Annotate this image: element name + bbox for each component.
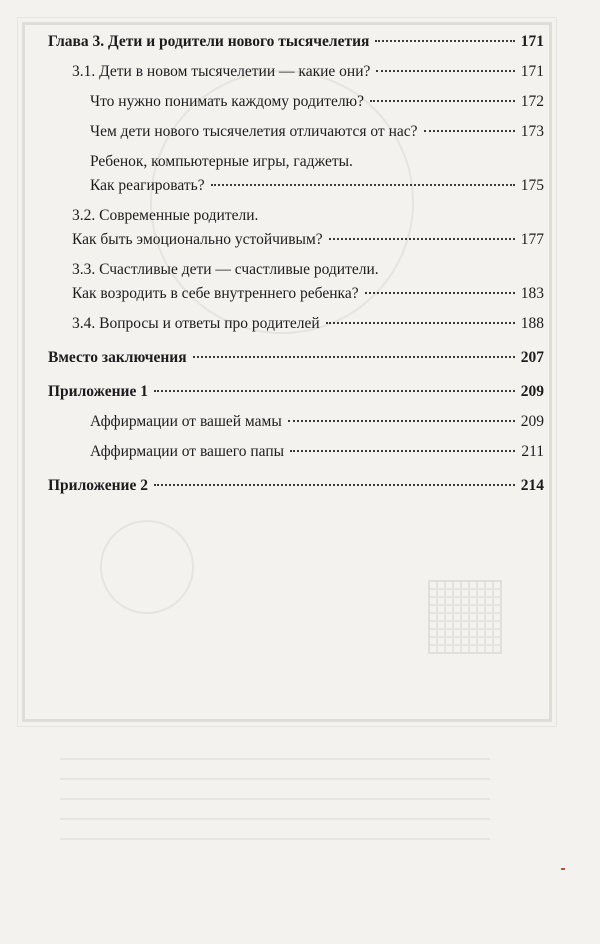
dot-leader <box>424 130 515 132</box>
toc-page-number: 171 <box>520 33 544 50</box>
toc-entry-title: Глава 3. Дети и родители нового тысячелетия <box>48 33 370 50</box>
toc-entry-appendix-2[interactable] <box>48 474 544 498</box>
toc-entry-3-1-c[interactable] <box>48 150 544 198</box>
toc-page-number: 209 <box>520 383 544 400</box>
toc-entry-title: Как возродить в себе внутреннего ребенка? <box>72 285 359 302</box>
toc-entry-conclusion[interactable] <box>48 346 544 370</box>
toc-page-number: 171 <box>520 63 544 80</box>
bleed-through-text-lines <box>60 740 490 850</box>
toc-page-number: 207 <box>520 349 544 366</box>
toc-page-number: 211 <box>521 443 544 460</box>
dot-leader <box>211 184 515 186</box>
toc-entry-title: Как быть эмоционально устойчивым? <box>72 231 323 248</box>
dot-leader <box>375 40 514 42</box>
toc-entry-title: Чем дети нового тысячелетия отличаются от нас? <box>90 123 418 140</box>
toc-page-number: 209 <box>520 413 544 430</box>
dot-leader <box>370 100 515 102</box>
dot-leader <box>326 322 515 324</box>
toc-entry-3-1-b[interactable] <box>48 120 544 144</box>
toc-entry-3-2[interactable] <box>48 204 544 252</box>
dot-leader <box>288 420 515 422</box>
dot-leader <box>193 356 515 358</box>
toc-entry-3-1-a[interactable] <box>48 90 544 114</box>
toc-entry-title-line-1: 3.3. Счастливые дети — счастливые родители. <box>72 261 379 278</box>
toc-entry-title: 3.1. Дети в новом тысячелетии — какие они? <box>72 63 371 80</box>
toc-entry-chapter-3[interactable] <box>48 30 544 54</box>
toc-page-number: 175 <box>520 177 544 194</box>
toc-entry-title: Вместо заключения <box>48 349 187 366</box>
dot-leader <box>290 450 515 452</box>
dot-leader <box>154 484 515 486</box>
toc-entry-title: Как реагировать? <box>90 177 205 194</box>
dot-leader <box>376 70 514 72</box>
toc-entry-title-line-1: 3.2. Современные родители. <box>72 207 259 224</box>
toc-entry-3-1[interactable] <box>48 60 544 84</box>
toc-entry-title: 3.4. Вопросы и ответы про родителей <box>72 315 320 332</box>
toc-entry-title: Аффирмации от вашей мамы <box>90 413 282 430</box>
bleed-through-qr-code <box>428 580 502 654</box>
toc-entry-title: Аффирмации от вашего папы <box>90 443 285 460</box>
toc-entry-appendix-1-mother[interactable] <box>48 410 544 434</box>
toc-entry-title-line-1: Ребенок, компьютерные игры, гаджеты. <box>90 153 353 170</box>
toc-page-number: 177 <box>520 231 544 248</box>
toc-entry-title: Приложение 2 <box>48 477 148 494</box>
toc-page-number: 172 <box>520 93 544 110</box>
dot-leader <box>154 390 515 392</box>
toc-page-number: 214 <box>520 477 544 494</box>
toc-page-number: 183 <box>520 285 544 302</box>
toc-entry-title: Приложение 1 <box>48 383 148 400</box>
toc-entry-title: Что нужно понимать каждому родителю? <box>90 93 365 110</box>
table-of-contents <box>48 30 544 498</box>
toc-entry-3-4[interactable] <box>48 312 544 336</box>
dot-leader <box>365 292 515 294</box>
toc-entry-3-3[interactable] <box>48 258 544 306</box>
toc-page-number: 173 <box>520 123 544 140</box>
toc-entry-appendix-1[interactable] <box>48 380 544 404</box>
ink-mark <box>561 868 565 870</box>
bleed-through-small-seal <box>100 520 194 614</box>
toc-page-number: 188 <box>520 315 544 332</box>
toc-entry-appendix-1-father[interactable] <box>48 440 544 464</box>
dot-leader <box>329 238 515 240</box>
